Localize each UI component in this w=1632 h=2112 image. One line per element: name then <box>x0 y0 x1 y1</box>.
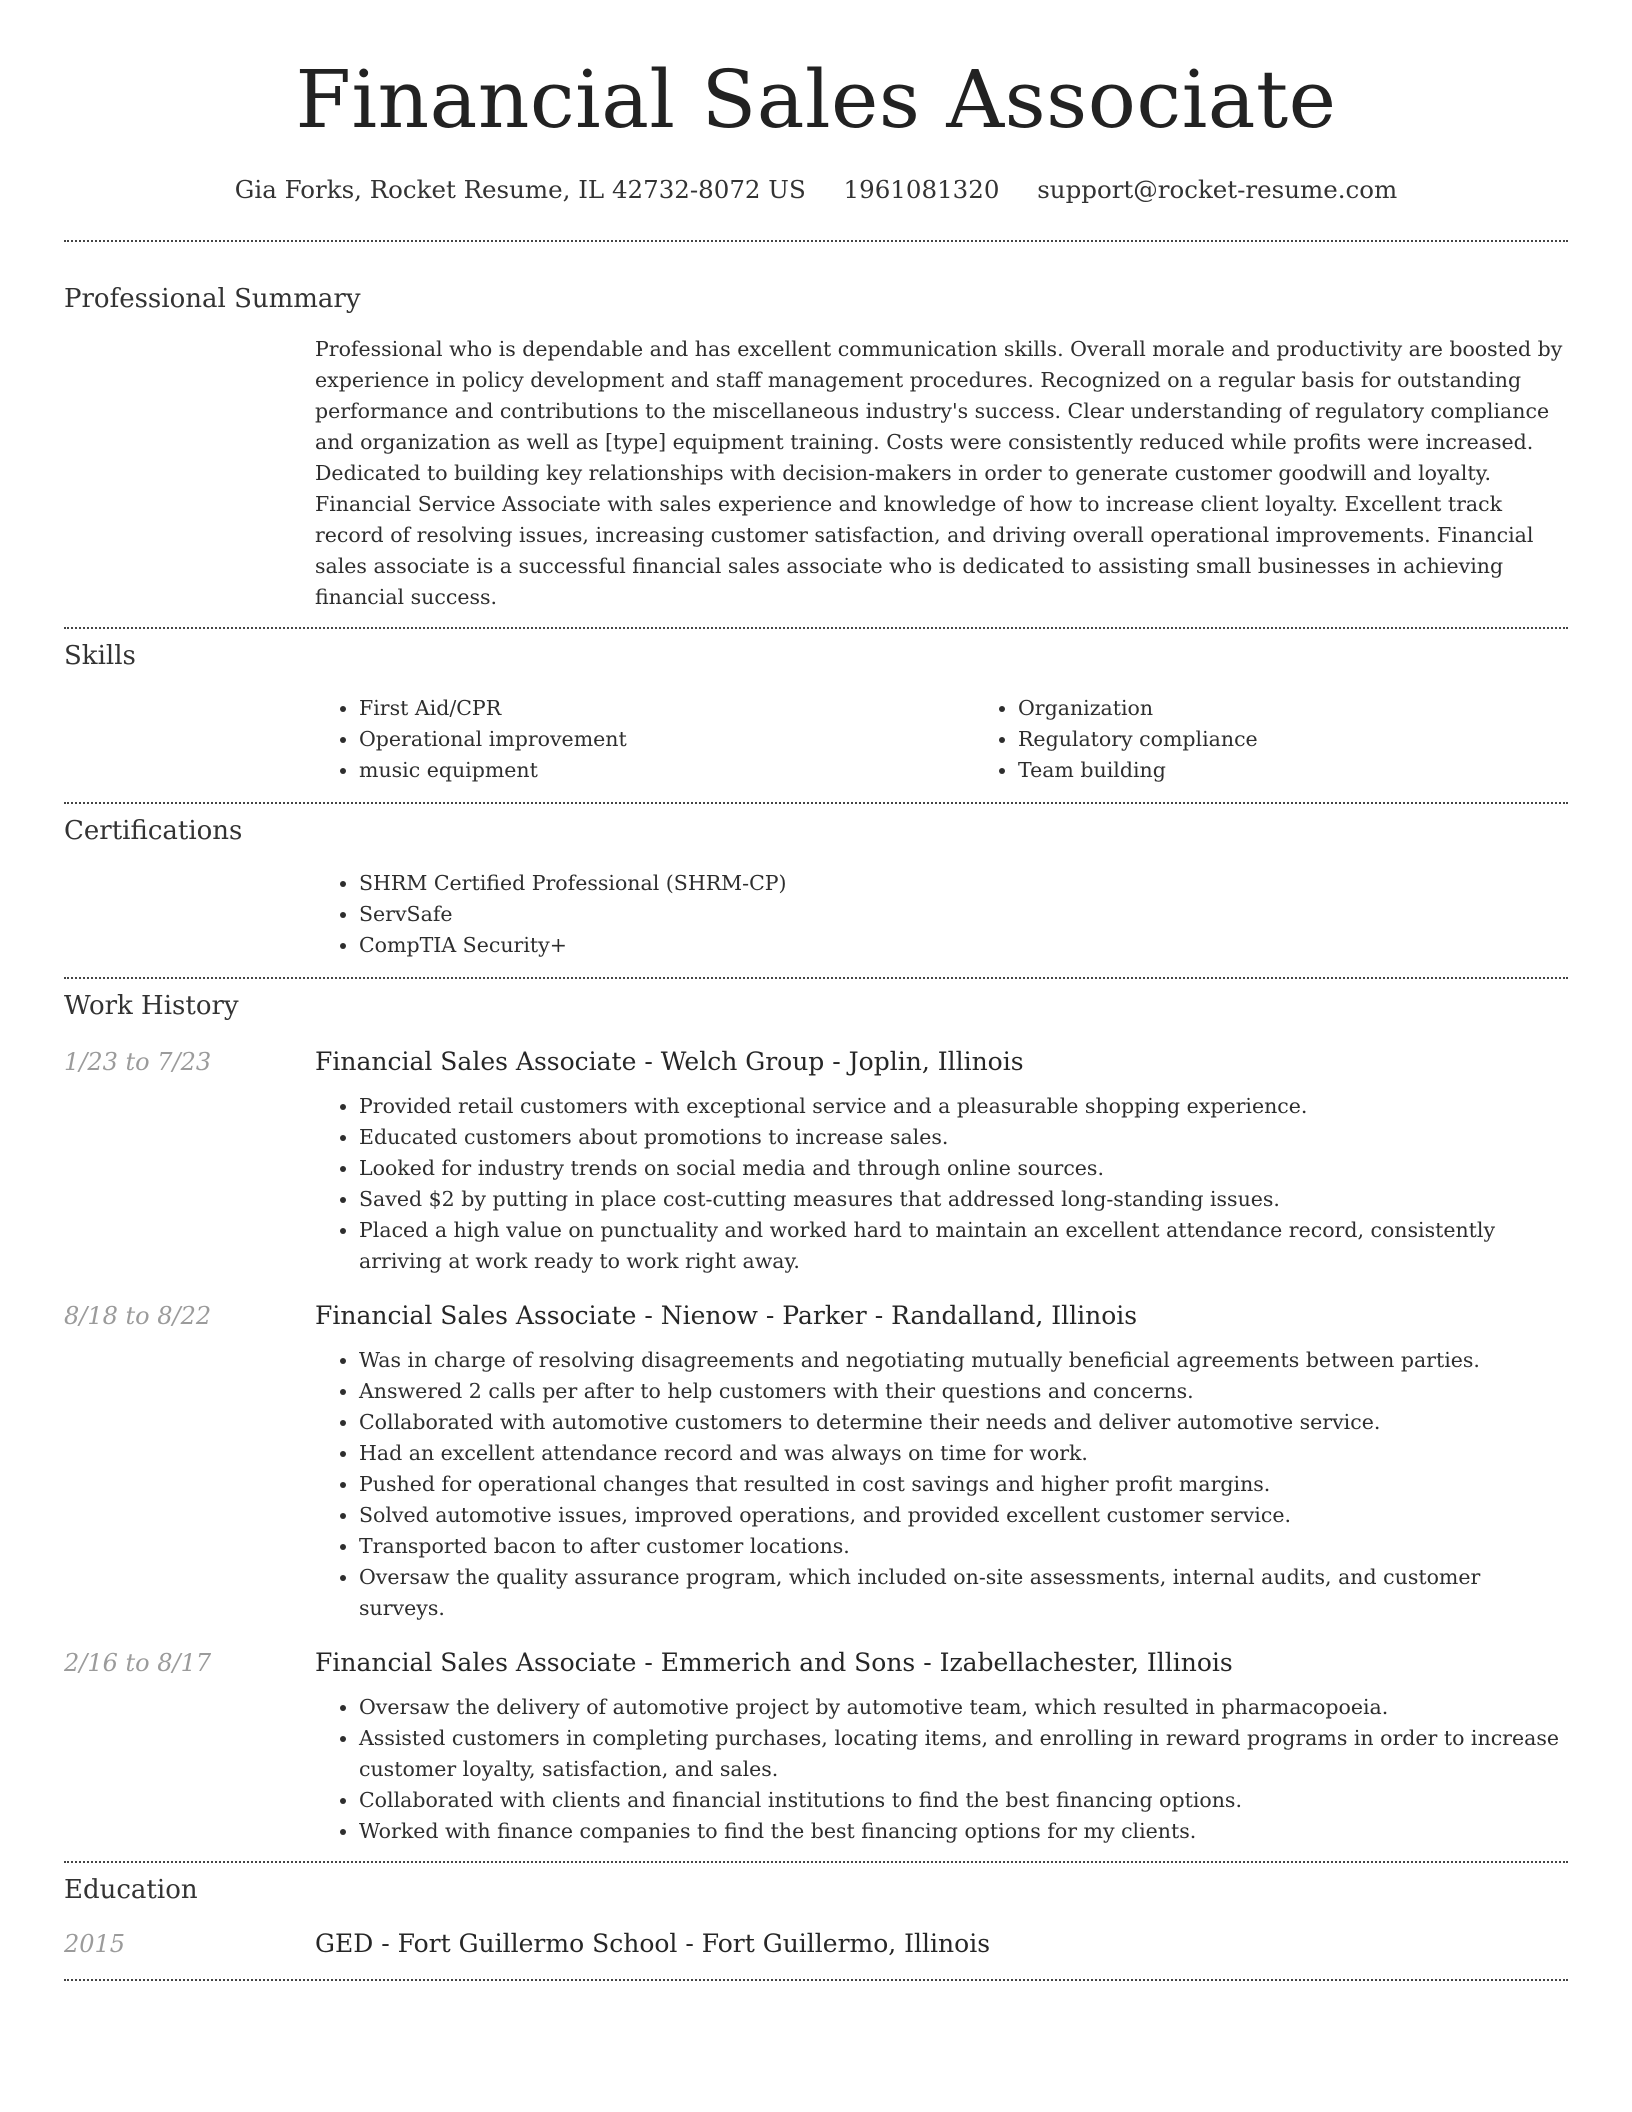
work-history-section <box>64 989 1568 1847</box>
job-bullet: • Was in charge of resolving disagreements and negotiating mutually beneficial agreements between parties. <box>359 1345 1568 1376</box>
summary-text: Professional who is dependable and has excellent communication skills. Overall morale and productivity are boosted by experience in policy development and staff management procedures. Recognized on a regular basis for outstanding performance and contributions to the miscellaneous industry's success. Clear understanding of regulatory compliance and organization as well as [type] equipment training. Costs were consistently reduced while profits were increased. Dedicated to building key relationships with decision-makers in order to generate customer goodwill and loyalty. Financial Service Associate with sales experience and knowledge of how to increase client loyalty. Excellent track record of resolving issues, increasing customer satisfaction, and driving overall operational improvements. Financial sales associate is a successful financial sales associate who is dedicated to assisting small businesses in achieving financial success. <box>315 337 1563 609</box>
job-entry <box>64 1646 1568 1847</box>
skill-item: • Team building <box>1018 755 1632 786</box>
job-bullet: • Worked with finance companies to find the best financing options for my clients. <box>359 1816 1568 1847</box>
job-bullet: • Oversaw the delivery of automotive project by automotive team, which resulted in pharmacopoeia. <box>359 1692 1568 1723</box>
section-divider <box>64 802 1568 804</box>
job-bullet: • Assisted customers in completing purchases, locating items, and enrolling in reward programs in order to increase customer loyalty, satisfaction, and sales. <box>359 1723 1568 1785</box>
job-body <box>315 1646 1568 1847</box>
job-bullets <box>315 1091 1568 1277</box>
skills-column-left <box>315 693 974 786</box>
skill-item: • First Aid/CPR <box>359 693 974 724</box>
section-title-summary: Professional Summary <box>64 284 361 314</box>
education-body <box>315 1927 1568 1961</box>
skill-item: • Regulatory compliance <box>1018 724 1632 755</box>
section-title-certifications: Certifications <box>64 816 243 846</box>
job-body <box>315 1045 1568 1277</box>
skill-item: • Organization <box>1018 693 1632 724</box>
job-bullet: • Provided retail customers with exceptional service and a pleasurable shopping experience. <box>359 1091 1568 1122</box>
job-dates: 8/18 to 8/22 <box>64 1302 212 1330</box>
job-title: Financial Sales Associate - Welch Group - Joplin, Illinois <box>315 1047 1024 1076</box>
job-bullet: • Collaborated with clients and financial institutions to find the best financing options. <box>359 1785 1568 1816</box>
job-dates: 2/16 to 8/17 <box>64 1649 212 1677</box>
job-bullet: • Solved automotive issues, improved operations, and provided excellent customer service. <box>359 1500 1568 1531</box>
skill-item: • Operational improvement <box>359 724 974 755</box>
job-entry <box>64 1045 1568 1277</box>
skill-item: • music equipment <box>359 755 974 786</box>
job-bullet: • Had an excellent attendance record and was always on time for work. <box>359 1438 1568 1469</box>
job-bullet: • Saved $2 by putting in place cost-cutting measures that addressed long-standing issues. <box>359 1184 1568 1215</box>
education-entry <box>64 1927 1568 1961</box>
summary-content <box>315 334 1568 613</box>
job-body <box>315 1299 1568 1624</box>
section-title-work-history: Work History <box>64 991 239 1021</box>
resume-name: Financial Sales Associate <box>295 53 1337 146</box>
job-bullet: • Looked for industry trends on social media and through online sources. <box>359 1153 1568 1184</box>
job-title: Financial Sales Associate - Nienow - Parker - Randalland, Illinois <box>315 1301 1138 1330</box>
section-title-skills: Skills <box>64 641 136 671</box>
skills-list <box>315 693 1568 786</box>
job-entry <box>64 1299 1568 1624</box>
certifications-bullets <box>315 868 1568 961</box>
section-divider <box>64 240 1568 242</box>
job-bullets <box>315 1345 1568 1624</box>
certification-item: • SHRM Certified Professional (SHRM-CP) <box>359 868 1568 899</box>
section-divider <box>64 1979 1568 1981</box>
education-title: GED - Fort Guillermo School - Fort Guillermo, Illinois <box>315 1929 991 1958</box>
certification-item: • CompTIA Security+ <box>359 930 1568 961</box>
job-bullets <box>315 1692 1568 1847</box>
section-divider <box>64 1861 1568 1863</box>
job-bullet: • Oversaw the quality assurance program, which included on-site assessments, internal audits, and customer surveys. <box>359 1562 1568 1624</box>
job-dates: 1/23 to 7/23 <box>64 1048 212 1076</box>
contact-line <box>64 174 1568 206</box>
job-bullet: • Educated customers about promotions to increase sales. <box>359 1122 1568 1153</box>
job-bullet: • Transported bacon to after customer locations. <box>359 1531 1568 1562</box>
contact-address: Gia Forks, Rocket Resume, IL 42732-8072 US <box>234 175 806 204</box>
job-bullet: • Placed a high value on punctuality and worked hard to maintain an excellent attendance record, consistently arriving at work ready to work right away. <box>359 1215 1568 1277</box>
contact-email: support@rocket-resume.com <box>1037 175 1398 204</box>
certifications-list <box>315 868 1568 961</box>
job-bullet: • Pushed for operational changes that resulted in cost savings and higher profit margins. <box>359 1469 1568 1500</box>
skills-section <box>64 639 1568 786</box>
job-bullet: • Answered 2 calls per after to help customers with their questions and concerns. <box>359 1376 1568 1407</box>
section-title-education: Education <box>64 1875 198 1905</box>
skills-column-right <box>974 693 1632 786</box>
section-divider <box>64 627 1568 629</box>
education-dates: 2015 <box>64 1930 126 1958</box>
job-title: Financial Sales Associate - Emmerich and Sons - Izabellachester, Illinois <box>315 1648 1233 1677</box>
summary-section <box>64 282 1568 613</box>
job-bullet: • Collaborated with automotive customers to determine their needs and deliver automotive service. <box>359 1407 1568 1438</box>
section-divider <box>64 977 1568 979</box>
certification-item: • ServSafe <box>359 899 1568 930</box>
contact-phone: 1961081320 <box>843 175 1000 204</box>
education-section <box>64 1873 1568 1961</box>
certifications-section <box>64 814 1568 961</box>
